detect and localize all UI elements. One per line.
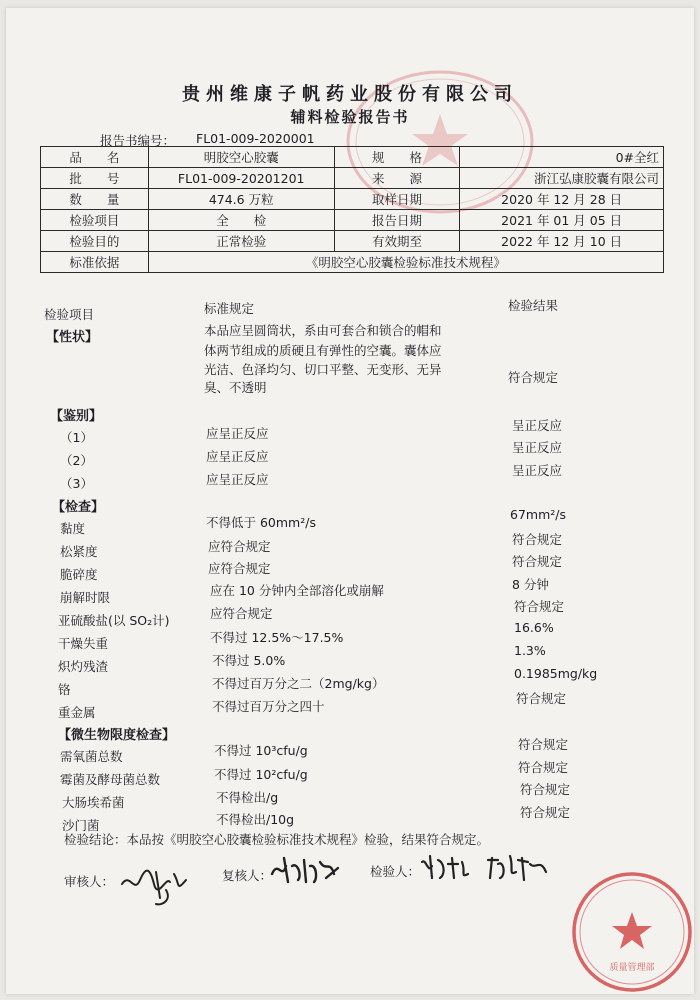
report-date-label: 报告日期 <box>334 210 460 231</box>
appearance-section-header: 【性状】 <box>46 330 99 345</box>
microbial-result: 符合规定 <box>520 805 571 820</box>
report-date-value: 2021 年 01 月 05 日 <box>460 210 664 231</box>
sampling-date-value: 2020 年 12 月 28 日 <box>460 189 664 210</box>
appearance-result: 符合规定 <box>508 370 559 385</box>
microbial-result: 符合规定 <box>520 782 571 797</box>
inspection-standard: 不得过百万分之四十 <box>212 699 325 714</box>
microbial-section-header: 【微生物限度检查】 <box>58 728 176 743</box>
inspection-standard: 不得低于 60mm²/s <box>206 515 316 530</box>
basis-label: 标准依据 <box>41 252 149 273</box>
microbial-standard: 不得过 10³cfu/g <box>214 743 308 758</box>
svg-text:质量管理部: 质量管理部 <box>609 963 655 973</box>
reviewer-signature <box>116 854 196 910</box>
microbial-item: 霉菌及酵母菌总数 <box>60 772 161 787</box>
identification-item: （1） <box>60 430 93 445</box>
inspection-item: 干燥失重 <box>58 636 109 651</box>
inspection-item: 松紧度 <box>60 544 98 559</box>
sampling-date-label: 取样日期 <box>334 189 460 210</box>
purpose-label: 检验目的 <box>41 231 149 252</box>
inspection-result: 8 分钟 <box>512 577 549 592</box>
identification-item: （3） <box>60 476 93 491</box>
inspection-result: 符合规定 <box>516 691 567 706</box>
identification-standard: 应呈正反应 <box>206 426 269 441</box>
appearance-standard-line: 体两节组成的质硬且有弹性的空囊。囊体应 <box>204 343 442 358</box>
inspection-item: 黏度 <box>60 521 86 536</box>
identification-standard: 应呈正反应 <box>206 449 269 464</box>
inspection-item: 炽灼残渣 <box>58 659 109 674</box>
inspection-result: 1.3% <box>514 643 546 658</box>
test-items-value: 全 检 <box>148 210 334 231</box>
inspection-result: 16.6% <box>514 620 554 635</box>
microbial-result: 符合规定 <box>518 760 569 775</box>
inspection-item: 崩解时限 <box>60 590 111 605</box>
purpose-value: 正常检验 <box>148 231 334 252</box>
inspection-result: 67mm²/s <box>510 507 566 522</box>
inspection-result: 符合规定 <box>514 599 565 614</box>
inspection-standard: 不得过百万分之二（2mg/kg） <box>212 676 385 691</box>
validity-label: 有效期至 <box>334 231 460 252</box>
spec-value: 0#全红 <box>460 147 664 168</box>
reviewer-label: 审核人： <box>64 874 115 889</box>
inspection-standard: 应符合规定 <box>210 606 273 621</box>
identification-result: 呈正反应 <box>512 463 563 478</box>
microbial-standard: 不得过 10²cfu/g <box>214 767 308 782</box>
inspection-standard: 应在 10 分钟内全部溶化或崩解 <box>210 583 384 598</box>
inspector-signature <box>418 848 558 888</box>
conclusion-text: 检验结论：本品按《明胶空心胶囊检验标准技术规程》检验，结果符合规定。 <box>64 832 490 847</box>
microbial-standard: 不得检出/10g <box>216 812 295 827</box>
inspection-item: 铬 <box>58 682 71 697</box>
identification-standard: 应呈正反应 <box>206 472 269 487</box>
quantity-value: 474.6 万粒 <box>148 189 334 210</box>
microbial-item: 沙门菌 <box>62 818 100 833</box>
source-value: 浙江弘康胶囊有限公司 <box>460 168 664 189</box>
report-number-label: 报告书编号： <box>100 133 176 148</box>
col-result-header: 检验结果 <box>508 298 559 313</box>
appearance-standard-line: 光洁、色泽均匀、切口平整、无变形、无异 <box>204 362 442 377</box>
inspection-item: 亚硫酸盐(以 SO₂计) <box>58 613 170 628</box>
report-title: 辅料检验报告书 <box>290 108 410 126</box>
inspection-item: 重金属 <box>58 705 96 720</box>
inspection-standard: 应符合规定 <box>208 539 271 554</box>
basis-value: 《明胶空心胶囊检验标准技术规程》 <box>148 252 663 273</box>
test-items-label: 检验项目 <box>41 210 149 231</box>
report-info-table <box>40 146 664 273</box>
microbial-item: 大肠埃希菌 <box>62 795 125 810</box>
spec-label: 规 格 <box>334 147 460 168</box>
inspection-standard: 应符合规定 <box>208 561 271 576</box>
inspection-result: 符合规定 <box>512 532 563 547</box>
rechecker-label: 复核人： <box>222 868 273 883</box>
microbial-result: 符合规定 <box>518 737 569 752</box>
quantity-label: 数 量 <box>41 189 149 210</box>
inspection-section-header: 【检查】 <box>52 500 105 515</box>
inspector-label: 检验人： <box>370 864 421 879</box>
company-name: 贵州维康子帆药业股份有限公司 <box>182 84 518 105</box>
product-name: 明胶空心胶囊 <box>148 147 334 168</box>
identification-item: （2） <box>60 453 93 468</box>
col-item-header: 检验项目 <box>44 307 95 322</box>
validity-value: 2022 年 12 月 10 日 <box>460 231 664 252</box>
batch-value: FL01-009-20201201 <box>148 168 334 189</box>
quality-management-seal-bottom <box>566 866 698 998</box>
product-name-label: 品 名 <box>41 147 149 168</box>
microbial-item: 需氧菌总数 <box>60 749 123 764</box>
microbial-standard: 不得检出/g <box>216 790 279 805</box>
identification-result: 呈正反应 <box>512 418 563 433</box>
appearance-standard-line: 臭、不透明 <box>204 380 267 395</box>
source-label: 来 源 <box>334 168 460 189</box>
identification-result: 呈正反应 <box>512 440 563 455</box>
inspection-standard: 不得过 12.5%～17.5% <box>210 630 344 645</box>
inspection-standard: 不得过 5.0% <box>212 653 286 668</box>
appearance-standard-line: 本品应呈圆筒状，系由可套合和锁合的帽和 <box>204 323 442 338</box>
batch-label: 批 号 <box>41 168 149 189</box>
rechecker-signature <box>268 852 344 888</box>
col-standard-header: 标准规定 <box>204 301 255 316</box>
inspection-item: 脆碎度 <box>60 567 98 582</box>
identification-section-header: 【鉴别】 <box>50 409 103 424</box>
inspection-result: 符合规定 <box>512 554 563 569</box>
inspection-result: 0.1985mg/kg <box>514 666 598 681</box>
report-number: FL01-009-2020001 <box>196 131 315 146</box>
